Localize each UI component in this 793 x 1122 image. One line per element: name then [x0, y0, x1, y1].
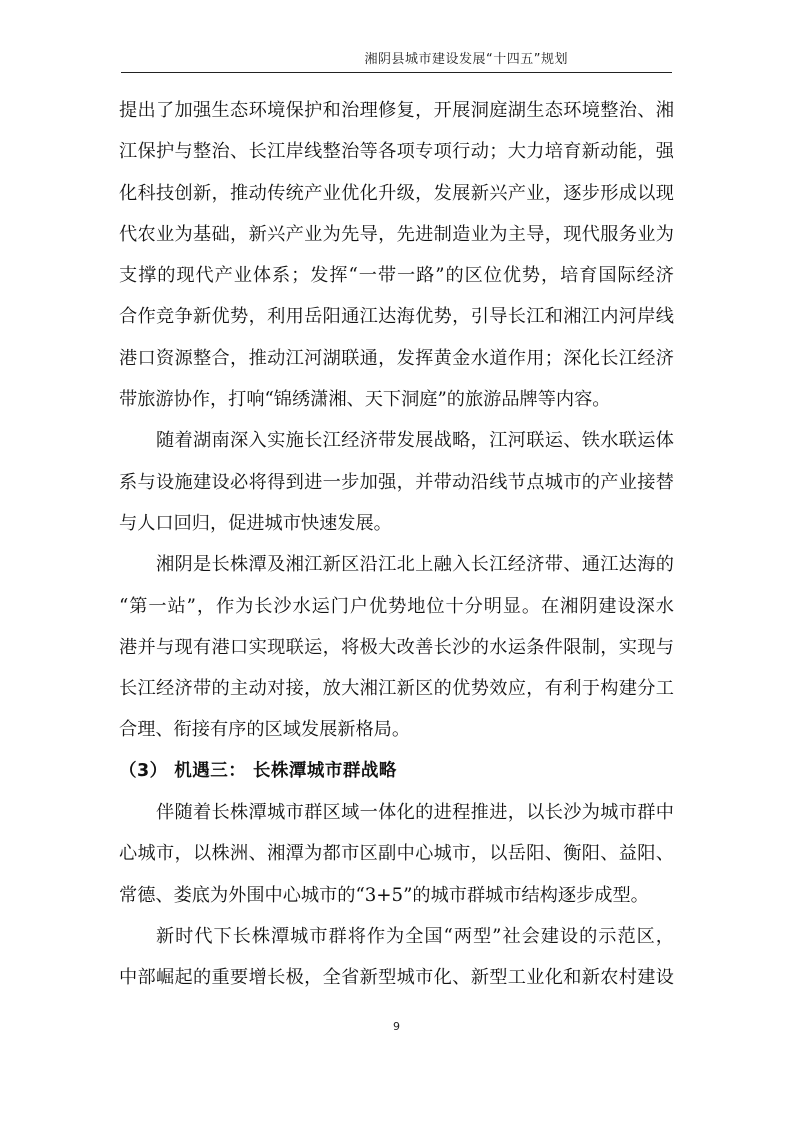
text-line: 合理、衔接有序的区域发展新格局。	[119, 719, 411, 741]
paragraph-first-line: 湘阴是长株潭及湘江新区沿江北上融入长江经济带、通江达海的	[156, 554, 674, 576]
text-line: 江保护与整治、长江岸线整治等各项专项行动；大力培育新动能，强	[119, 141, 674, 163]
text-line: 常德、娄底为外围中心城市的“3+5”的城市群城市结构逐步成型。	[119, 884, 649, 906]
paragraph-first-line: 随着湖南深入实施长江经济带发展战略，江河联运、铁水联运体	[156, 430, 674, 452]
paragraph-first-line: 新时代下长株潭城市群将作为全国“两型”社会建设的示范区，	[156, 925, 674, 947]
text-line: 与人口回归，促进城市快速发展。	[119, 512, 392, 534]
text-line: 合作竞争新优势，利用岳阳通江达海优势，引导长江和湘江内河岸线	[119, 306, 674, 328]
header-title: 湘阴县城市建设发展“十四五”规划	[364, 52, 568, 67]
text-line: 心城市，以株洲、湘潭为都市区副中心城市，以岳阳、衡阳、益阳、	[119, 843, 674, 865]
section-heading: （3） 机遇三： 长株潭城市群战略	[119, 760, 397, 781]
text-line: 提出了加强生态环境保护和治理修复，开展洞庭湖生态环境整治、湘	[119, 100, 674, 121]
text-line: 带旅游协作，打响“锦绣潇湘、天下洞庭”的旅游品牌等内容。	[119, 389, 611, 411]
text-line: 长江经济带的主动对接，放大湘江新区的优势效应，有利于构建分工	[119, 678, 674, 700]
text-line: 中部崛起的重要增长极，全省新型城市化、新型工业化和新农村建设	[119, 967, 674, 989]
text-line: 支撑的现代产业体系；发挥“一带一路”的区位优势，培育国际经济	[119, 265, 674, 287]
text-line: “第一站”，作为长沙水运门户优势地位十分明显。在湘阴建设深水	[119, 595, 674, 617]
text-line: 化科技创新，推动传统产业优化升级，发展新兴产业，逐步形成以现	[119, 182, 674, 204]
text-line: 系与设施建设必将得到进一步加强，并带动沿线节点城市的产业接替	[119, 471, 674, 493]
header-rule	[121, 72, 672, 73]
page-header	[121, 48, 672, 70]
text-line: 港并与现有港口实现联运，将极大改善长沙的水运条件限制，实现与	[119, 636, 674, 658]
body-text	[119, 90, 674, 999]
text-line: 代农业为基础，新兴产业为先导，先进制造业为主导，现代服务业为	[119, 223, 674, 245]
paragraph-first-line: 伴随着长株潭城市群区域一体化的进程推进，以长沙为城市群中	[156, 802, 674, 824]
text-line: 港口资源整合，推动江河湖联通，发挥黄金水道作用；深化长江经济	[119, 347, 674, 369]
page-number: 9	[393, 1020, 400, 1033]
